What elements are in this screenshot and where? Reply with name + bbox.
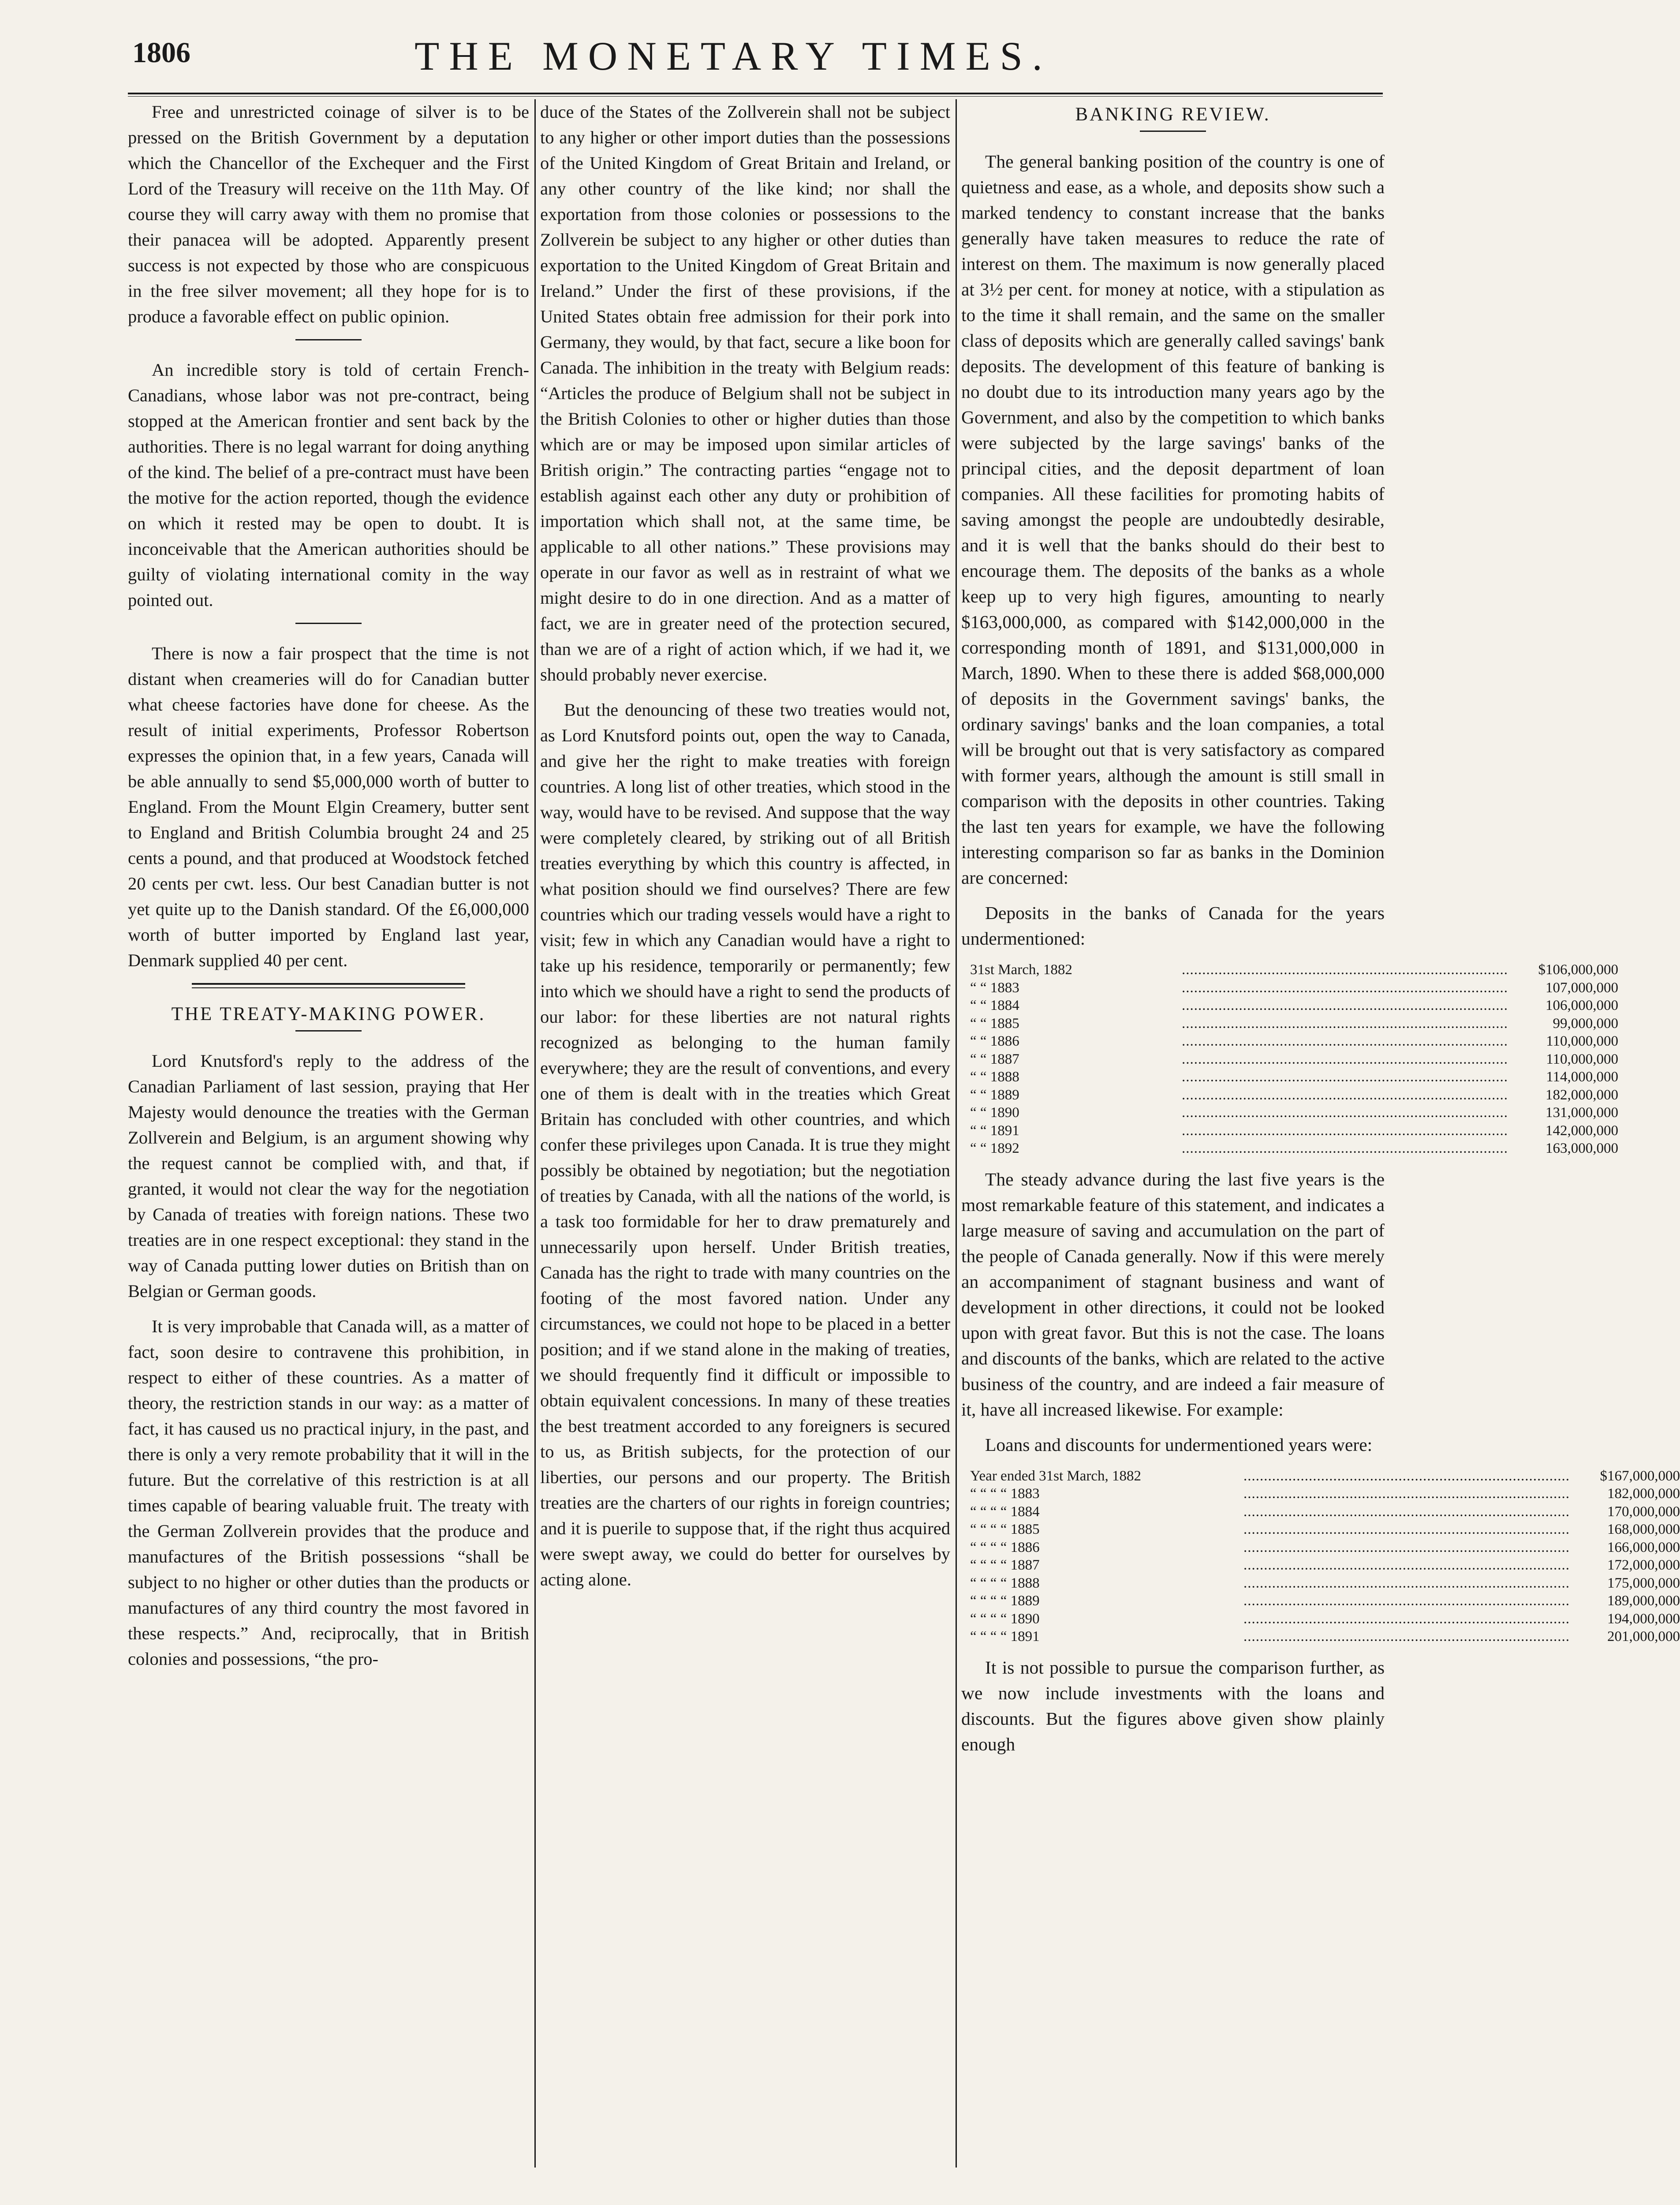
column-divider — [534, 99, 536, 2168]
row-label: “ “ 1883 — [970, 979, 1019, 996]
table-row — [970, 1485, 1680, 1503]
row-label: “ “ 1887 — [970, 1051, 1019, 1067]
leader-dots: ................................................................................ — [1182, 1087, 1508, 1103]
table-row — [970, 1032, 1618, 1050]
section-divider — [295, 623, 362, 624]
table-row — [970, 1610, 1680, 1628]
row-label: “ “ 1885 — [970, 1015, 1019, 1031]
table-row — [970, 1574, 1680, 1592]
article-divider — [192, 983, 465, 988]
row-value: 163,000,000 — [1546, 1140, 1618, 1156]
row-value: 175,000,000 — [1607, 1575, 1680, 1591]
row-label: “ “ 1890 — [970, 1105, 1019, 1121]
row-label: “ “ 1892 — [970, 1140, 1019, 1156]
row-label: “ “ “ “ 1891 — [970, 1629, 1040, 1644]
paragraph-denouncing-treaties: But the denouncing of these two treaties would not, as Lord Knutsford points out, open the way to Canada, and give her the right to make treaties with foreign countries. A long list of other treaties, which stood in the way, would have to be revised. And suppose that the way were completely cleared, by striking out of all British treaties everything by which this country is affected, in what position should we find ourselves? There are few countries which our trading vessels would have a right to visit; few in which any Canadian would have a right to take up his residence, temporarily or permanently; few into which we should have a right to send the products of our labor: for these liberties are not natural rights recognized as belonging to the human family everywhere; they are the result of conventions, and every one of them is dealt with in the treaties which Great Britain has concluded with other countries, and which confer these privileges upon Canada. It is true they might possibly be obtained by negotiation; but the negotiation of treaties by Canada, with all the nations of the world, is a task too formidable for her to draw prematurely and unnecessarily upon herself. Under British treaties, Canada has the right to trade with many countries on the footing of the most favored nation. Under any circumstances, we could not hope to be placed in a better position; and if we stand alone in the making of treaties, we should frequently find it difficult or impossible to obtain equivalent concessions. In many of these treaties the best treatment accorded to any foreigners is secured to us, as British subjects, for the protection of our liberties, our persons and our property. The British treaties are the charters of our rights in foreign countries; and it is puerile to suppose that, if the right thus acquired were swept away, we could do better for ourselves by acting alone. — [540, 700, 950, 1589]
table-row — [970, 1521, 1680, 1539]
row-label: “ “ 1884 — [970, 998, 1019, 1013]
paragraph-knutsford-reply: Lord Knutsford's reply to the address of the Canadian Parliament of last session, praying that Her Majesty would denounce the treaties with the German Zollverein and Belgium, is an argument showing why the request cannot be complied with, and that, if granted, it would not clear the way for the negotiation by Canada of treaties with foreign nations. These two treaties are in one respect exceptional: they stand in the way of Canada putting lower duties on British than on Belgian or German goods. — [128, 1051, 529, 1301]
row-value: 110,000,000 — [1546, 1051, 1618, 1067]
table-row — [970, 1086, 1618, 1104]
row-value: 106,000,000 — [1546, 998, 1618, 1013]
row-value: 189,000,000 — [1607, 1593, 1680, 1609]
row-value: 166,000,000 — [1607, 1539, 1680, 1555]
row-label: “ “ “ “ 1885 — [970, 1521, 1040, 1537]
table-row — [970, 1592, 1680, 1610]
leader-dots: ................................................................................ — [1243, 1557, 1570, 1573]
table-row — [970, 979, 1618, 997]
table-row — [970, 1556, 1680, 1574]
paragraph-improbable: It is very improbable that Canada will, as a matter of fact, soon desire to contravene this prohibition, in respect to either of these countries. As a matter of theory, the restriction stands in our way: as a matter of fact, it has caused us no practical injury, in the past, and there is only a very remote probability that it will in the future. But the correlative of this restriction is at all times capable of bearing valuable fruit. The treaty with the German Zollverein provides that the produce and manufactures of the British possessions “shall be subject to no higher or other duties than the products or manufactures of any third country the most favored in these respects.” And, reciprocally, that in British colonies and possessions, “the pro- — [128, 1316, 529, 1669]
leader-dots: ................................................................................ — [1182, 1105, 1508, 1121]
page-number: 1806 — [132, 37, 190, 69]
leader-dots: ................................................................................ — [1243, 1629, 1570, 1644]
table-row — [970, 1467, 1680, 1485]
row-value: 99,000,000 — [1553, 1015, 1618, 1031]
row-label: “ “ “ “ 1889 — [970, 1593, 1040, 1609]
paragraph-silver-coinage: Free and unrestricted coinage of silver is to be pressed on the British Government by a deputation which the Chancellor of the Exchequer and the First Lord of the Treasury will receive on the 11th May. Of course they will carry away with them no promise that their panacea will be adopted. Apparently present success is not expected by those who are conspicuous in the free silver movement; all they hope for is to produce a favorable effect on public opinion. — [128, 102, 529, 326]
article-heading-treaty-making: THE TREATY-MAKING POWER. — [171, 1004, 486, 1024]
row-label: “ “ 1889 — [970, 1087, 1019, 1103]
paragraph-zollverein-continued: duce of the States of the Zollverein shall not be subject to any higher or other import duties than the possessions of the United Kingdom of Great Britain and Ireland, or any other country of the like kind; nor shall the exportation from those colonies or possessions to the Zollverein be subject to any higher or other duties than exportation to the United Kingdom of Great Britain and Ireland.” Under the first of these provisions, if the United States obtain free admission for their pork into Germany, they would, by that fact, secure a like boon for Canada. The inhibition in the treaty with Belgium reads: “Articles the produce of Belgium shall not be subject in the British Colonies to other or higher duties than those which are or may be imposed upon similar articles of British origin.” The contracting parties “engage not to establish against each other any duty or prohibition of importation which shall not, at the same time, be applicable to all other nations.” These provisions may operate in our favor as well as in restraint of what we might desire to do in one direction. And as a matter of fact, we are in greater need of the protection secured, than we are of a right of action which, if we had it, we should probably never exercise. — [540, 102, 950, 684]
row-value: $106,000,000 — [1538, 962, 1618, 978]
table-row — [970, 1539, 1680, 1557]
table-row — [970, 961, 1618, 979]
masthead: THE MONETARY TIMES. — [414, 34, 1052, 78]
row-value: 107,000,000 — [1546, 979, 1618, 996]
row-label: “ “ “ “ 1887 — [970, 1557, 1040, 1573]
leader-dots: ................................................................................ — [1182, 998, 1508, 1013]
row-value: $167,000,000 — [1600, 1468, 1680, 1484]
heading-rule — [295, 1030, 362, 1031]
paragraph-deposits-intro: Deposits in the banks of Canada for the years undermentioned: — [961, 903, 1385, 949]
row-value: 168,000,000 — [1607, 1521, 1680, 1537]
row-value: 172,000,000 — [1607, 1557, 1680, 1573]
leader-dots: ................................................................................ — [1182, 1051, 1508, 1067]
row-label: 31st March, 1882 — [970, 962, 1072, 978]
leader-dots: ................................................................................ — [1182, 1069, 1508, 1085]
row-label: “ “ “ “ 1884 — [970, 1503, 1040, 1520]
table-row — [970, 1503, 1680, 1521]
paragraph-french-canadians: An incredible story is told of certain French-Canadians, whose labor was not pre-contract, being stopped at the American frontier and sent back by the authorities. There is no legal warrant for doing anything of the kind. The belief of a pre-contract must have been the motive for the action reported, though the evidence on which it rested may be open to doubt. It is inconceivable that the American authorities should be guilty of violating international comity in the way pointed out. — [128, 360, 529, 610]
row-label: “ “ 1888 — [970, 1069, 1019, 1085]
row-value: 194,000,000 — [1607, 1611, 1680, 1627]
leader-dots: ................................................................................ — [1182, 1140, 1508, 1156]
table-row — [970, 1068, 1618, 1086]
row-label: “ “ 1886 — [970, 1033, 1019, 1049]
row-label: “ “ “ “ 1886 — [970, 1539, 1040, 1555]
leader-dots: ................................................................................ — [1243, 1611, 1570, 1627]
table-row — [970, 1015, 1618, 1033]
paragraph-comparison-further: It is not possible to pursue the comparison further, as we now include investments with the loans and discounts. But the figures above given show plainly enough — [961, 1657, 1385, 1754]
leader-dots: ................................................................................ — [1243, 1486, 1570, 1502]
row-value: 182,000,000 — [1546, 1087, 1618, 1103]
column-2 — [540, 99, 950, 2172]
leader-dots: ................................................................................ — [1243, 1521, 1570, 1537]
paragraph-loans-intro: Loans and discounts for undermentioned years were: — [985, 1434, 1373, 1455]
section-divider — [295, 339, 362, 340]
row-label: Year ended 31st March, 1882 — [970, 1468, 1141, 1484]
row-label: “ “ “ “ 1890 — [970, 1611, 1040, 1627]
row-value: 170,000,000 — [1607, 1503, 1680, 1520]
row-label: “ “ “ “ 1888 — [970, 1575, 1040, 1591]
paragraph-banking-position: The general banking position of the country is one of quietness and ease, as a whole, and deposits show such a marked tendency to constant increase that the banks generally have taken measures to reduce the rate of interest on them. The maximum is now generally placed at 3½ per cent. for money at notice, with a stipulation as to the time it shall remain, and the same on the smaller class of deposits which are generally called savings' bank deposits. The development of this feature of banking is no doubt due to its introduction many years ago by the Government, and also by the competition to which banks were subjected by the large savings' banks of the principal cities, and the deposit department of loan companies. All these facilities for promoting habits of saving amongst the people are undoubtedly desirable, and it is well that the banks should do their best to encourage them. The deposits of the banks as a whole keep up to very high figures, amounting to nearly $163,000,000, as compared with $142,000,000 in the corresponding month of 1891, and $131,000,000 in March, 1890. When to these there is added $68,000,000 of deposits in the Government savings' banks, the ordinary savings' banks and the loan companies, a total will be brought out that is very satisfactory as compared with former years, although the amount is still small in comparison with the deposits in other countries. Taking the last ten years for example, we have the following interesting comparison so far as banks in the Dominion are concerned: — [961, 151, 1385, 888]
leader-dots: ................................................................................ — [1243, 1593, 1570, 1609]
row-label: “ “ “ “ 1883 — [970, 1486, 1040, 1502]
row-value: 182,000,000 — [1607, 1486, 1680, 1502]
column-3 — [961, 99, 1680, 2172]
row-value: 114,000,000 — [1546, 1069, 1618, 1085]
row-value: 131,000,000 — [1546, 1105, 1618, 1121]
page-header — [0, 26, 1467, 97]
leader-dots: ................................................................................ — [1243, 1468, 1570, 1484]
row-value: 110,000,000 — [1546, 1033, 1618, 1049]
paragraph-steady-advance: The steady advance during the last five years is the most remarkable feature of this statement, and indicates a large measure of saving and accumulation on the part of the people of Canada generally. Now if this were merely an accompaniment of stagnant business and want of development in other directions, it could not be looked upon with great favor. But this is not the case. The loans and discounts of the banks, which are related to the active business of the country, and are indeed a fair measure of it, have all increased likewise. For example: — [961, 1169, 1385, 1420]
leader-dots: ................................................................................ — [1243, 1539, 1570, 1555]
article-heading-banking-review: BANKING REVIEW. — [1075, 104, 1271, 125]
column-1 — [128, 99, 529, 2172]
row-value: 142,000,000 — [1546, 1122, 1618, 1139]
leader-dots: ................................................................................ — [1243, 1575, 1570, 1591]
table-row — [970, 997, 1618, 1015]
column-divider — [956, 99, 957, 2168]
leader-dots: ................................................................................ — [1182, 962, 1508, 978]
leader-dots: ................................................................................ — [1182, 979, 1508, 996]
paragraph-creameries: There is now a fair prospect that the time is not distant when creameries will do for Canadian butter what cheese factories have done for cheese. As the result of initial experiments, Professor Robertson expresses the opinion that, in a few years, Canada will be able annually to send $5,000,000 worth of butter to England. From the Mount Elgin Creamery, butter sent to England and British Columbia brought 24 and 25 cents a pound, and that produced at Woodstock fetched 20 cents per cwt. less. Our best Canadian butter is not yet quite up to the Danish standard. Of the £6,000,000 worth of butter imported by England last year, Denmark supplied 40 per cent. — [128, 643, 529, 970]
leader-dots: ................................................................................ — [1182, 1033, 1508, 1049]
deposits-table — [970, 961, 1618, 1158]
table-row — [970, 1140, 1618, 1158]
table-row — [970, 1104, 1618, 1122]
leader-dots: ................................................................................ — [1182, 1122, 1508, 1139]
loans-table — [970, 1467, 1680, 1646]
row-label: “ “ 1891 — [970, 1122, 1019, 1139]
row-value: 201,000,000 — [1607, 1629, 1680, 1644]
table-row — [970, 1122, 1618, 1140]
heading-rule — [1140, 131, 1206, 132]
leader-dots: ................................................................................ — [1182, 1015, 1508, 1031]
table-row — [970, 1628, 1680, 1646]
table-row — [970, 1050, 1618, 1069]
header-rule — [128, 93, 1383, 97]
leader-dots: ................................................................................ — [1243, 1503, 1570, 1520]
